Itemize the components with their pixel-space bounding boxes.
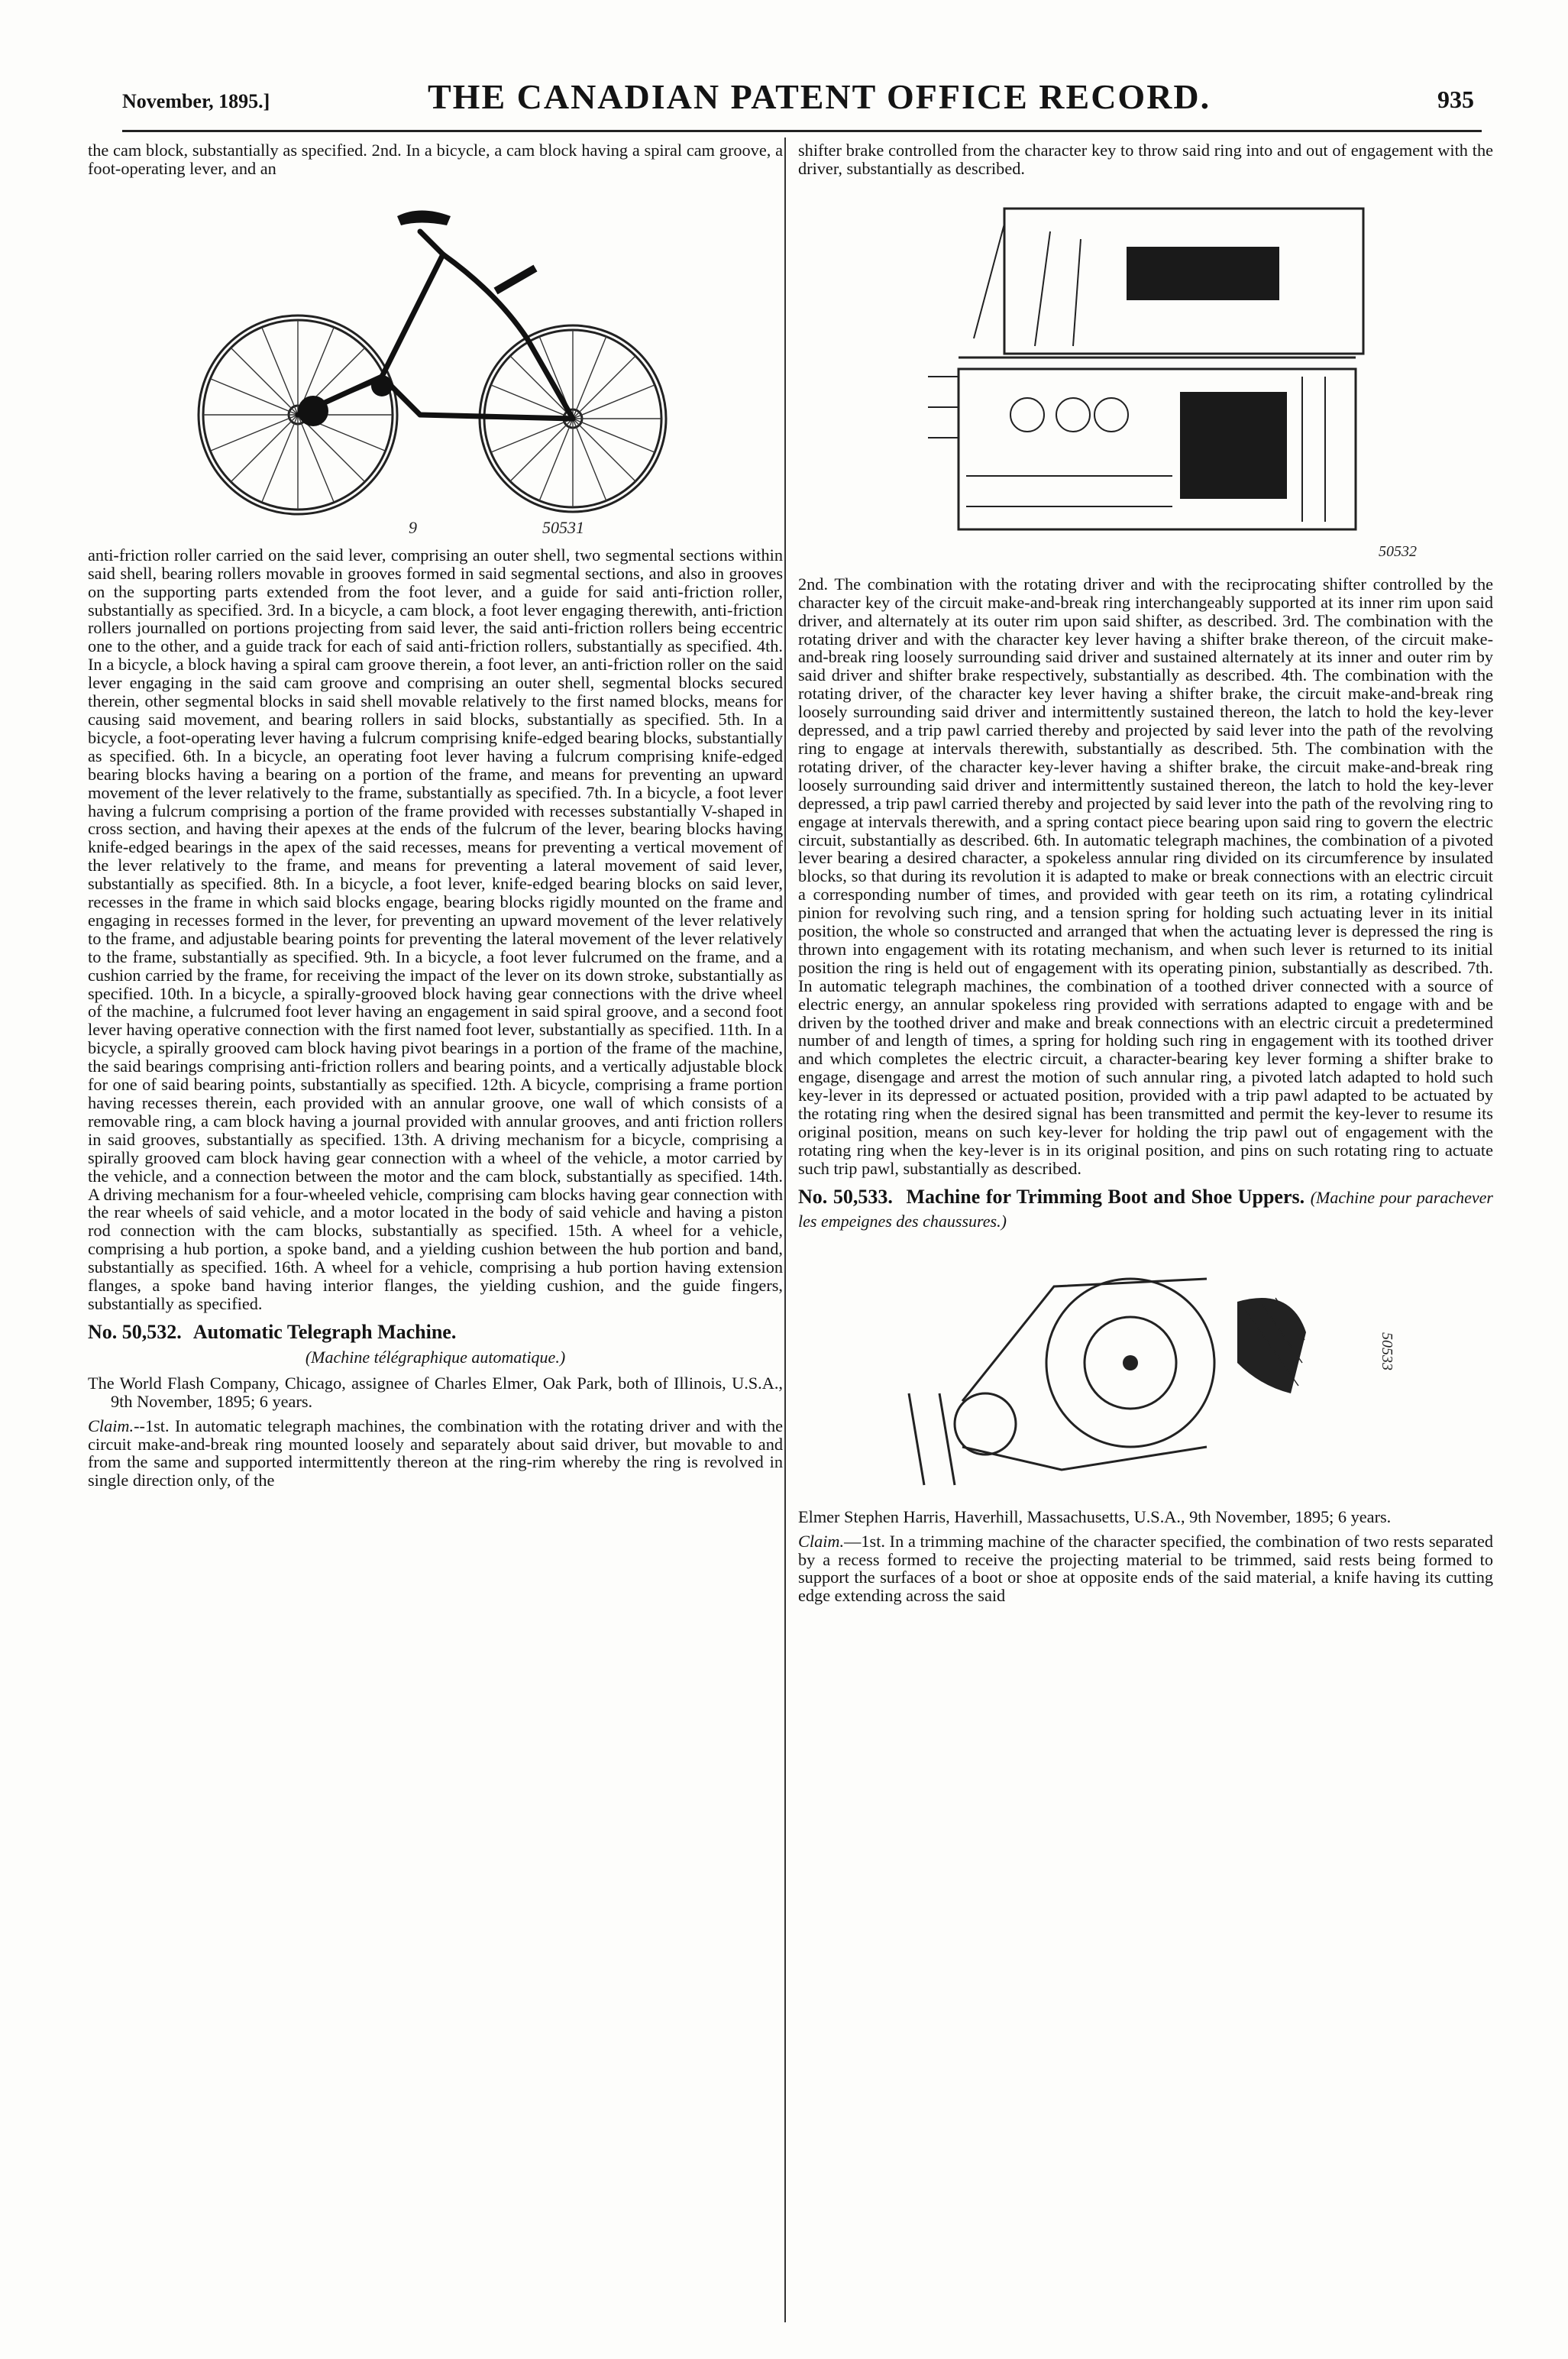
patent-50533-number: No. 50,533. <box>798 1185 893 1208</box>
right-column <box>798 141 1493 2311</box>
patent-50532-claim-text: --1st. In automatic telegraph machines, the combination with the rotating driver and with the circuit make-and-break ring mounted loosely and separately about said driver, but movable to and from the same and supported intermittently thereon at the ring-rim whereby the ring is revolved in single direction only, of the <box>88 1416 783 1490</box>
left-column <box>88 141 783 2311</box>
column-divider <box>784 138 786 2322</box>
patent-50532-claim <box>88 1417 783 1490</box>
header-title: THE CANADIAN PATENT OFFICE RECORD. <box>428 77 1211 116</box>
patent-50532-title: Automatic Telegraph Machine. <box>192 1320 457 1343</box>
page-number: 935 <box>1437 86 1474 113</box>
bicycle-figure-number: 50531 <box>542 517 584 537</box>
telegraph-figure <box>852 186 1440 568</box>
telegraph-figure-number: 50532 <box>1379 542 1417 560</box>
trimmer-figure-number: 50533 <box>1379 1332 1395 1370</box>
patent-50533-claim-label: Claim. <box>798 1531 845 1551</box>
patent-50533-claim <box>798 1532 1493 1606</box>
left-para-top: the cam block, substantially as specified. 2nd. In a bicycle, a cam block having a spiral cam groove, a foot-operating lever, and an <box>88 141 783 178</box>
page-header <box>92 76 1474 130</box>
patent-50532-number: No. 50,532. <box>88 1320 182 1343</box>
patent-50532-heading <box>88 1321 783 1344</box>
right-para-top: shifter brake controlled from the character key to throw said ring into and out of engagement with the driver, substantially as described. <box>798 141 1493 178</box>
header-date: November, 1895.] <box>122 90 270 112</box>
patent-50533-claim-text: —1st. In a trimming machine of the character specified, the combination of two rests separated by a recess formed to receive the projecting material to be trimmed, said rests being formed to support the surfaces of a boot or shoe at opposite ends of the said material, a knife having its cutting edge extending across the said <box>798 1531 1493 1606</box>
patent-50532-applicant: The World Flash Company, Chicago, assignee of Charles Elmer, Oak Park, both of Illinois, U.S.A., 9th November, 1895; 6 years. <box>88 1373 783 1411</box>
patent-50533-applicant: Elmer Stephen Harris, Haverhill, Massachusetts, U.S.A., 9th November, 1895; 6 years. <box>798 1506 1392 1526</box>
patent-50532-french-title: (Machine télégraphique automatique.) <box>305 1347 566 1367</box>
patent-50533-heading <box>798 1186 1493 1233</box>
trimmer-figure <box>878 1241 1413 1500</box>
bicycle-figure <box>191 186 680 539</box>
left-para-main: anti-friction roller carried on the said lever, comprising an outer shell, two segmental sections within said shell, bearing rollers movable in grooves formed in said segmental sections, and also in grooves on the supporting parts extended from the foot lever, and a guide for said anti-friction roller, substantially as specified. 3rd. In a bicycle, a cam block, a foot lever engaging therewith, anti-friction rollers journalled on portions projecting from said lever, the said anti-friction rollers being eccentric one to the other, and a guide track for each of said anti-friction rollers, substantially as specified. 4th. In a bicycle, a block having a spiral cam groove therein, a foot lever, an anti-friction roller on the said lever engaging in the said cam groove and comprising an outer shell, segmental blocks secured therein, other segmental blocks in said shell movable relatively to the first named blocks, means for causing said movement, and bearing rollers in said blocks, substantially as specified. 5th. In a bicycle, a foot-operating lever having a fulcrum comprising knife-edged bearing blocks, substantially as specified. 6th. In a bicycle, an operating foot lever having a fulcrum comprising knife-edged bearing blocks having a bearing on a portion of the frame, and means for preventing an upward movement of the lever relatively to the frame, substantially as specified. 7th. In a bicycle, a foot lever having a fulcrum comprising a portion of the frame provided with recesses substantially V-shaped in cross section, and having their apexes at the ends of the fulcrum of the lever, bearing blocks having knife-edged bearings in the apex of the said recesses, means for preventing a vertical movement of the lever relatively to the frame, and means for preventing a lateral movement of said lever, substantially as specified. 8th. In a bicycle, a foot lever, knife-edged bearing blocks on said lever, recesses in the frame in which said blocks engage, bearing blocks rigidly mounted on the frame and engaging in recesses formed in the lever, for preventing an upward movement of the lever relatively to the frame, and adjustable bearing points for preventing the lateral movement of the lever relatively to the frame, substantially as specified. 9th. In a bicycle, a foot lever fulcrumed on the frame, and a cushion carried by the frame, for receiving the impact of the lever on its down stroke, substantially as specified. 10th. In a bicycle, a spirally-grooved block having gear connections with the drive wheel of the machine, a fulcrumed foot lever having an engagement in said spiral groove, and a second foot lever having operative connection with the first named foot lever, substantially as specified. 11th. In a bicycle, a spirally grooved cam block having pivot bearings in a portion of the frame of the machine, the said bearings comprising anti-friction rollers and bearing points, and a vertically adjustable block for one of said bearing points, substantially as specified. 12th. A bicycle, comprising a frame portion having recesses therein, each provided with an annular groove, one wall of which consists of a removable ring, a cam block having a journal provided with annular grooves, and anti friction rollers in said grooves, substantially as specified. 13th. A driving mechanism for a bicycle, comprising a spirally grooved cam block having gear connection with a wheel of the vehicle, a motor carried by the vehicle, and a connection between the motor and the cam block, substantially as specified. 14th. A driving mechanism for a four-wheeled vehicle, comprising cam blocks having gear connection with the rear wheels of said vehicle, and a motor located in the body of said vehicle and having a piston rod connection with the cam blocks, substantially as specified. 15th. A wheel for a vehicle, comprising a hub portion, a spoke band, and a yielding cushion between the hub portion and band, substantially as specified. 16th. A wheel for a vehicle, comprising a hub portion having extension flanges, a spoke band having interior flanges, the yielding cushion, and the guide fingers, substantially as specified. <box>88 545 783 1313</box>
patent-50533-french-title: (Machine pour parachever les empeignes des chaussures.) <box>798 1187 1493 1231</box>
header-rule <box>122 130 1482 132</box>
patent-50533-title: Machine for Trimming Boot and Shoe Uppers. <box>906 1185 1305 1208</box>
right-para-main: 2nd. The combination with the rotating driver and with the reciprocating shifter controlled by the character key of the circuit make-and-break ring interchangeably supported at its inner rim upon said driver, and alternately at its outer rim upon said shifter, as described. 3rd. The combination with the rotating driver and with the character key lever having a shifter brake thereon, of the circuit make-and-break ring loosely surrounding said driver and sustained alternately at its inner and outer rim by said driver and shifter brake respectively, substantially as described. 4th. The combination with the rotating driver, of the character key lever having a shifter brake, the circuit make-and-break ring loosely surrounding said driver and intermittently sustained thereon, the latch to hold the key-lever depressed, and a trip pawl carried thereby and projected by said lever into the path of the revolving ring to engage at intervals therewith, substantially as described. 5th. The combination with the rotating driver, of the character key-lever having a shifter brake, the circuit make-and-break ring loosely surrounding said driver and intermittently sustained thereon, the latch to hold the key-lever depressed, a trip pawl carried thereby and projected by said lever into the path of the revolving ring to engage at intervals therewith, and a spring contact piece bearing upon said ring to govern the electric circuit, substantially as described. 6th. In automatic telegraph machines, the combination of a pivoted lever bearing a desired character, a spokeless annular ring divided on its circumference by insulated blocks, so that during its revolution it is adapted to make or break connections with an electric circuit a corresponding number of times, and provided with gear teeth on its rim, a rotating cylindrical pinion for revolving such ring, and a tension spring for holding such actuating lever in its initial position, the whole so constructed and arranged that when the actuating lever is depressed the ring is thrown into engagement with its rotating mechanism, and when such lever is returned to its initial position the ring is held out of engagement with its operating pinion, substantially as described. 7th. In automatic telegraph machines, the combination of a toothed driver connected with a source of electric energy, an annular spokeless ring provided with serrations adapted to engage with and be driven by the toothed driver and make and break connections with an electric circuit a predetermined number of and length of times, a spring for holding such ring in engagement with its toothed driver and which completes the electric circuit, a character-bearing key lever forming a shifter brake to engage, disengage and arrest the motion of such annular ring, a pivoted latch adapted to hold such key-lever in its depressed or actuated position, provided with a trip pawl adapted to be actuated by the rotating ring when the desired signal has been transmitted and permit the key-lever to resume its original position, means on such key-lever for holding the trip pawl out of engagement with the rotating ring when the key-lever is in its original position, and pins on such rotating ring to actuate such trip pawl, substantially as described. <box>798 574 1493 1178</box>
bicycle-figure-label-9: 9 <box>409 517 417 537</box>
patent-50532-claim-label: Claim. <box>88 1416 134 1435</box>
